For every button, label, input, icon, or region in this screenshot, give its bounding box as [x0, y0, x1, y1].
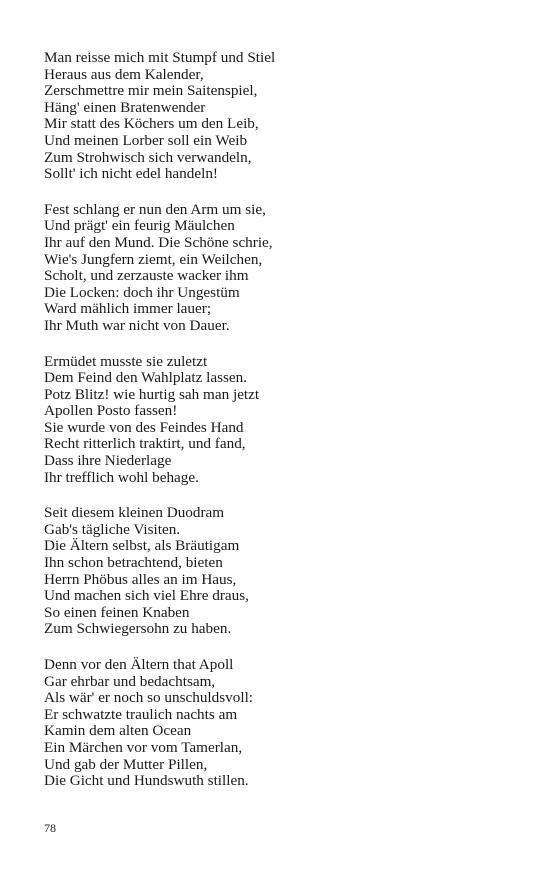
verse-line: Wie's Jungfern ziemt, ein Weilchen, — [44, 250, 263, 268]
stanza-5 — [44, 657, 514, 790]
verse-line: Die Locken: doch ihr Ungestüm — [44, 283, 240, 301]
verse-line: Ihn schon betrachtend, bieten — [44, 554, 223, 572]
verse-line: Zum Strohwisch sich verwandeln, — [44, 148, 252, 166]
verse-line: Und meinen Lorber soll ein Weib — [44, 131, 248, 149]
verse-line: Ward mählich immer lauer; — [44, 300, 212, 318]
verse-line: Herrn Phöbus alles an im Haus, — [44, 570, 237, 588]
verse-line: Ermüdet musste sie zuletzt — [44, 352, 208, 370]
verse-line: Und machen sich viel Ehre draus, — [44, 587, 249, 605]
verse-line: Heraus aus dem Kalender, — [44, 65, 204, 83]
verse-line: Mir statt des Köchers um den Leib, — [44, 115, 259, 133]
verse-line: Gar ehrbar und bedachtsam, — [44, 672, 216, 690]
verse-line: Ihr Muth war nicht von Dauer. — [44, 316, 230, 334]
verse-line: Recht ritterlich traktirt, und fand, — [44, 435, 246, 453]
verse-line: Die Gicht und Hundswuth stillen. — [44, 772, 249, 790]
verse-line: Als wär' er noch so unschuldsvoll: — [44, 689, 254, 707]
verse-line: Potz Blitz! wie hurtig sah man jetzt — [44, 385, 260, 403]
verse-line: Ein Märchen vor vom Tamerlan, — [44, 738, 243, 756]
verse-line: Und prägt' ein feurig Mäulchen — [44, 217, 235, 235]
verse-line: Zum Schwiegersohn zu haben. — [44, 620, 232, 638]
verse-line: Die Ältern selbst, als Bräutigam — [44, 537, 240, 555]
verse-line: Dem Feind den Wahlplatz lassen. — [44, 369, 248, 387]
stanza-2 — [44, 202, 514, 335]
poem-text — [44, 50, 514, 809]
verse-line: Seit diesem kleinen Duodram — [44, 504, 225, 522]
verse-line: Sie wurde von des Feindes Hand — [44, 418, 244, 436]
verse-line: Denn vor den Ältern that Apoll — [44, 656, 234, 673]
verse-line: Zerschmettre mir mein Saitenspiel, — [44, 82, 258, 100]
page-number: 78 — [44, 821, 56, 835]
verse-line: Und gab der Mutter Pillen, — [44, 755, 208, 773]
verse-line: Man reisse mich mit Stumpf und Stiel — [44, 49, 276, 66]
verse-line: Scholt, und zerzauste wacker ihm — [44, 267, 249, 285]
verse-line: Er schwatzte traulich nachts am — [44, 705, 238, 723]
verse-line: So einen feinen Knaben — [44, 603, 190, 621]
stanza-3 — [44, 354, 514, 487]
stanza-1 — [44, 50, 514, 183]
verse-line: Dass ihre Niederlage — [44, 452, 172, 470]
verse-line: Häng' einen Bratenwender — [44, 98, 206, 116]
verse-line: Gab's tägliche Visiten. — [44, 520, 181, 538]
verse-line: Kamin dem alten Ocean — [44, 722, 192, 740]
verse-line: Ihr auf den Mund. Die Schöne schrie, — [44, 233, 273, 251]
verse-line: Fest schlang er nun den Arm um sie, — [44, 200, 266, 218]
stanza-4 — [44, 505, 514, 638]
verse-line: Ihr trefflich wohl behage. — [44, 468, 199, 486]
verse-line: Apollen Posto fassen! — [44, 402, 178, 420]
verse-line: Sollt' ich nicht edel handeln! — [44, 165, 218, 183]
